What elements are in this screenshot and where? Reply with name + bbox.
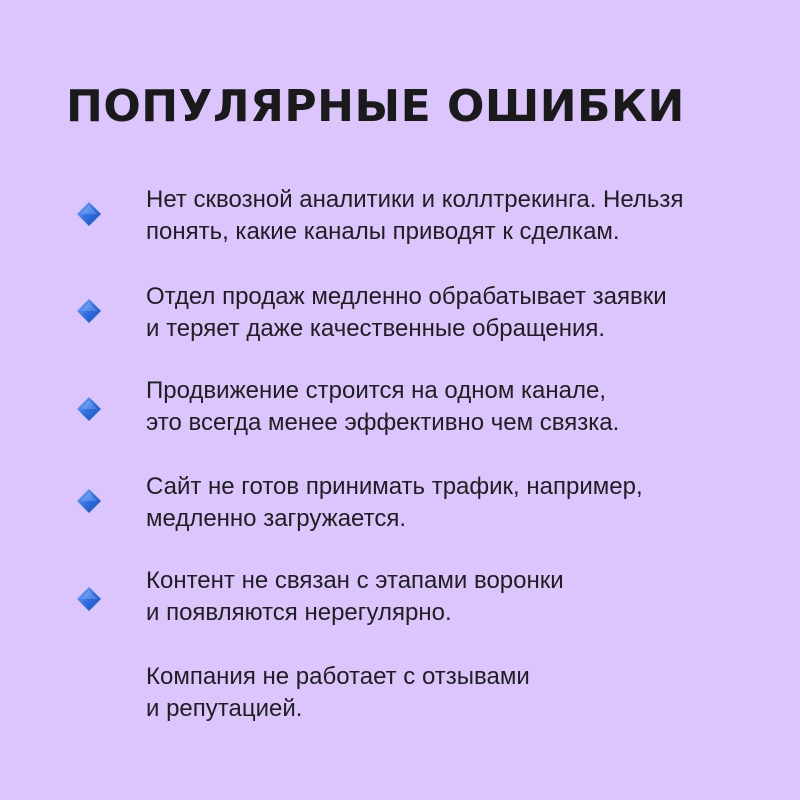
blue-diamond-icon — [76, 586, 102, 612]
blue-diamond-icon — [76, 396, 102, 422]
blue-diamond-icon — [76, 298, 102, 324]
list-item-text: Контент не связан с этапами воронки и появляются нерегулярно. — [146, 567, 564, 626]
list-item — [0, 565, 800, 635]
list-item-text: Отдел продаж медленно обрабатывает заявки и теряет даже качественные обращения. — [146, 283, 667, 342]
list-item — [0, 184, 800, 254]
list-item-text: Компания не работает с отзывами и репутацией. — [146, 663, 530, 722]
blue-diamond-icon — [76, 488, 102, 514]
page-title: ПОПУЛЯРНЫЕ ОШИБКИ — [66, 81, 685, 132]
list-item — [0, 471, 800, 541]
list-item-text: Нет сквозной аналитики и коллтрекинга. Нельзя понять, какие каналы приводят к сделкам. — [146, 186, 684, 245]
list-item — [0, 375, 800, 445]
blue-diamond-icon — [76, 201, 102, 227]
list-item — [0, 281, 800, 351]
list-item — [0, 661, 800, 731]
list-item-text: Сайт не готов принимать трафик, например, медленно загружается. — [146, 473, 643, 532]
list-item-text: Продвижение строится на одном канале, это всегда менее эффективно чем связка. — [146, 377, 620, 436]
